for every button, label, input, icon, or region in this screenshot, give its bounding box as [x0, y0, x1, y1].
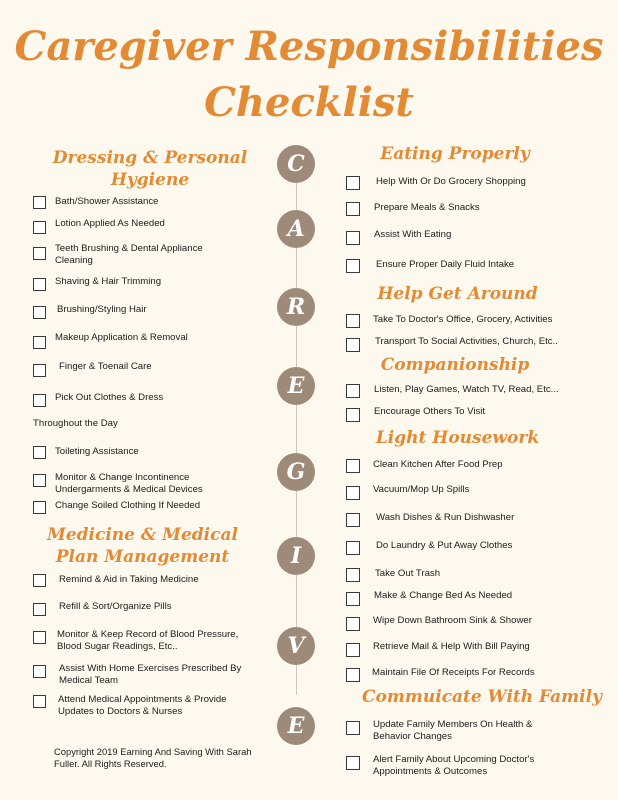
checkbox[interactable]	[33, 446, 46, 459]
page-title-line2: Checklist	[204, 79, 414, 126]
letter-circle-e: E	[277, 367, 315, 405]
item-label: Remind & Aid in Taking Medicine	[59, 574, 199, 585]
checkbox[interactable]	[33, 364, 46, 377]
item-label: Take To Doctor's Office, Grocery, Activities	[373, 314, 553, 325]
item-label: Take Out Trash	[375, 568, 441, 579]
item-label: Teeth Brushing & Dental Appliance Cleaning	[55, 243, 203, 266]
checkbox[interactable]	[346, 384, 360, 398]
checkbox[interactable]	[346, 259, 360, 273]
page-title-line1: Caregiver Responsibilities	[14, 23, 604, 70]
checkbox[interactable]	[33, 574, 46, 587]
letter-circle-i: I	[277, 537, 315, 575]
letter-circle-r: R	[277, 288, 315, 326]
checkbox[interactable]	[346, 513, 360, 527]
item-label: Assist With Home Exercises Prescribed By Medical Team	[59, 663, 242, 686]
item-label: Pick Out Clothes & Dress	[55, 392, 164, 403]
item-label: Encourage Others To Visit	[374, 406, 486, 417]
section-heading-medicine: Medicine & Medical	[47, 525, 238, 545]
letter-circle-c: C	[277, 145, 315, 183]
letter-circle-g: G	[277, 453, 315, 491]
section-heading-dressing: Dressing & Personal	[52, 148, 248, 168]
checkbox[interactable]	[346, 541, 360, 555]
checkbox[interactable]	[33, 665, 46, 678]
item-label: Update Family Members On Health & Behavior Changes	[373, 719, 533, 742]
item-label: Wipe Down Bathroom Sink & Shower	[373, 615, 532, 626]
checkbox[interactable]	[346, 314, 360, 328]
checkbox[interactable]	[346, 756, 360, 770]
item-label: Change Soiled Clothing If Needed	[55, 500, 201, 511]
checkbox[interactable]	[346, 176, 360, 190]
checkbox[interactable]	[346, 568, 360, 582]
letter-circle-e2: E	[277, 707, 315, 745]
item-label: Listen, Play Games, Watch TV, Read, Etc...	[374, 384, 559, 395]
item-label: Lotion Applied As Needed	[55, 218, 165, 229]
item-label: Bath/Shower Assistance	[55, 196, 159, 207]
item-label: Clean Kitchen After Food Prep	[373, 459, 503, 470]
checkbox[interactable]	[346, 721, 360, 735]
item-label: Help With Or Do Grocery Shopping	[376, 176, 526, 187]
checkbox[interactable]	[346, 408, 360, 422]
section-heading-companionship: Companionship	[380, 355, 530, 375]
item-label: Brushing/Styling Hair	[57, 304, 147, 315]
item-label: Do Laundry & Put Away Clothes	[376, 540, 513, 551]
checkbox[interactable]	[33, 603, 46, 616]
checkbox[interactable]	[33, 336, 46, 349]
checkbox[interactable]	[346, 231, 360, 245]
checkbox[interactable]	[33, 695, 46, 708]
item-label: Maintain File Of Receipts For Records	[372, 667, 535, 678]
checkbox[interactable]	[346, 338, 360, 352]
section-heading-eating: Eating Properly	[380, 144, 530, 164]
item-label: Makeup Application & Removal	[55, 332, 188, 343]
checkbox[interactable]	[33, 474, 46, 487]
item-label: Shaving & Hair Trimming	[55, 276, 162, 287]
checkbox[interactable]	[346, 202, 360, 216]
item-label: Refill & Sort/Organize Pills	[59, 601, 172, 612]
checkbox[interactable]	[346, 643, 360, 657]
checkbox[interactable]	[346, 668, 360, 682]
section-heading-dressing-line2: Hygiene	[110, 170, 190, 190]
checkbox[interactable]	[33, 278, 46, 291]
item-label: Assist With Eating	[374, 229, 452, 240]
item-label: Retrieve Mail & Help With Bill Paying	[373, 641, 530, 652]
letter-circle-v: V	[277, 627, 315, 665]
item-label: Toileting Assistance	[55, 446, 139, 457]
item-label: Transport To Social Activities, Church, Etc..	[375, 336, 558, 347]
copyright-notice: Copyright 2019 Earning And Saving With Sarah Fuller. All Rights Reserved.	[54, 746, 252, 769]
letter-circle-a: A	[277, 210, 315, 248]
checkbox[interactable]	[33, 501, 46, 514]
checkbox[interactable]	[346, 459, 360, 473]
item-label: Make & Change Bed As Needed	[374, 590, 513, 601]
checkbox[interactable]	[33, 196, 46, 209]
checkbox[interactable]	[346, 617, 360, 631]
checkbox[interactable]	[33, 221, 46, 234]
item-label: Wash Dishes & Run Dishwasher	[376, 512, 515, 523]
item-label: Monitor & Change Incontinence Undergarments & Medical Devices	[55, 472, 203, 495]
section-heading-medicine-line2: Plan Management	[55, 547, 230, 567]
checkbox[interactable]	[33, 306, 46, 319]
item-label: Monitor & Keep Record of Blood Pressure, Blood Sugar Readings, Etc..	[57, 629, 239, 652]
checkbox[interactable]	[33, 631, 46, 644]
section-heading-get-around: Help Get Around	[377, 284, 538, 304]
checkbox[interactable]	[33, 247, 46, 260]
item-label: Vacuum/Mop Up Spills	[373, 484, 470, 495]
checkbox[interactable]	[33, 394, 46, 407]
section-heading-housework: Light Housework	[375, 428, 540, 448]
item-label: Ensure Proper Daily Fluid Intake	[376, 259, 515, 270]
item-continuation-text: Throughout the Day	[33, 418, 118, 429]
section-heading-family: Commuicate With Family	[362, 687, 602, 707]
item-label: Alert Family About Upcoming Doctor's Appointments & Outcomes	[373, 754, 535, 777]
checkbox[interactable]	[346, 592, 360, 606]
item-label: Finger & Toenail Care	[59, 361, 152, 372]
checkbox[interactable]	[346, 486, 360, 500]
item-label: Attend Medical Appointments & Provide Updates to Doctors & Nurses	[58, 694, 227, 717]
item-label: Prepare Meals & Snacks	[374, 202, 480, 213]
